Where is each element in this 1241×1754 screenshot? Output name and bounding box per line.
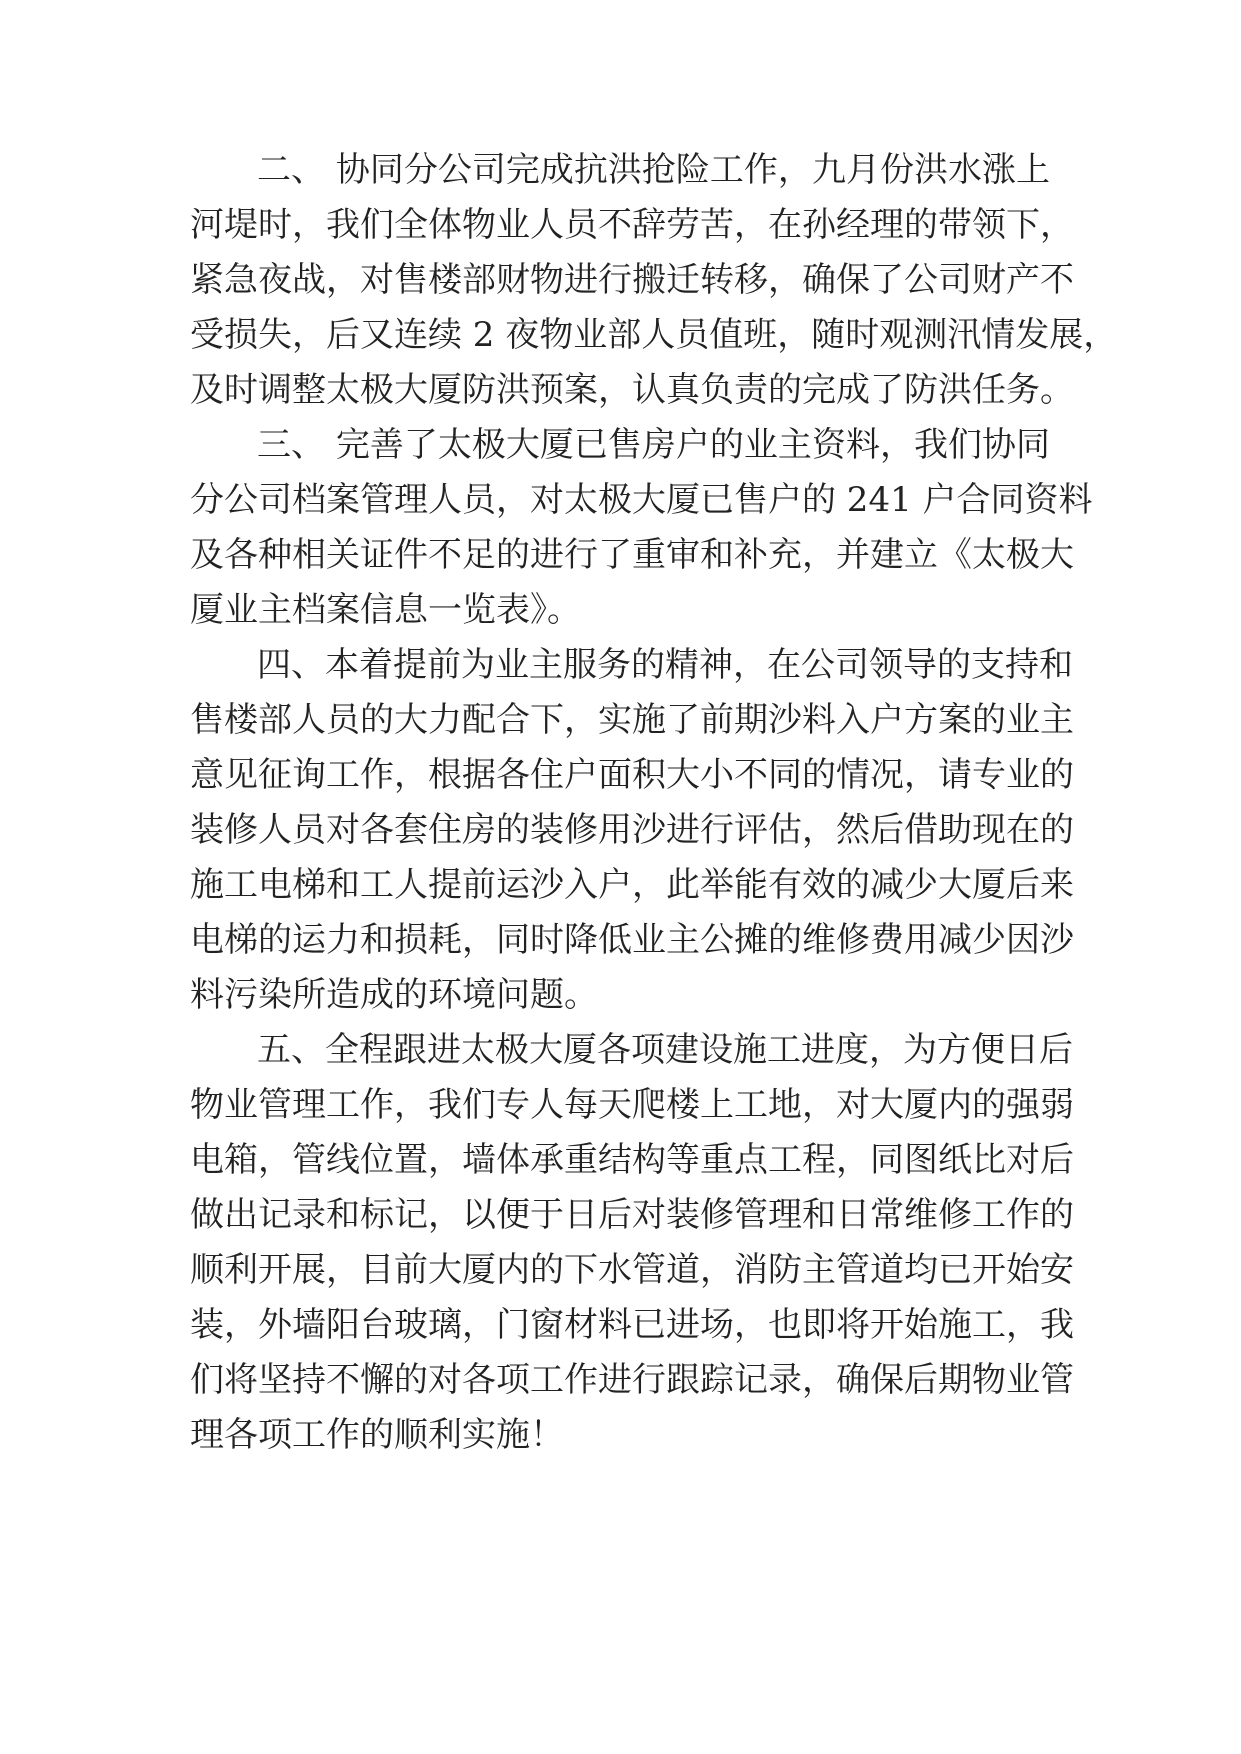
- text-line: 做出记录和标记，以便于日后对装修管理和日常维修工作的: [190, 1195, 1074, 1235]
- text-line: 电箱，管线位置，墙体承重结构等重点工程，同图纸比对后: [190, 1140, 1074, 1180]
- text-line: 电梯的运力和损耗，同时降低业主公摊的维修费用减少因沙: [190, 920, 1074, 960]
- text-line: 厦业主档案信息一览表》。: [190, 590, 581, 630]
- text-line: 三、 完善了太极大厦已售房户的业主资料，我们协同: [257, 425, 1050, 465]
- text-line: 河堤时，我们全体物业人员不辞劳苦，在孙经理的带领下，: [190, 205, 1074, 245]
- text-line: 们将坚持不懈的对各项工作进行跟踪记录，确保后期物业管: [190, 1360, 1074, 1400]
- text-line: 意见征询工作，根据各住户面积大小不同的情况，请专业的: [190, 755, 1074, 795]
- text-line: 及时调整太极大厦防洪预案，认真负责的完成了防洪任务。: [190, 370, 1074, 410]
- text-line: 顺利开展，目前大厦内的下水管道，消防主管道均已开始安: [190, 1250, 1074, 1290]
- text-line: 施工电梯和工人提前运沙入户，此举能有效的减少大厦后来: [190, 865, 1074, 905]
- text-line: 料污染所造成的环境问题。: [190, 975, 598, 1015]
- text-line: 四、本着提前为业主服务的精神，在公司领导的支持和: [257, 645, 1073, 685]
- text-line: 五、全程跟进太极大厦各项建设施工进度，为方便日后: [257, 1030, 1073, 1070]
- text-line: 售楼部人员的大力配合下，实施了前期沙料入户方案的业主: [190, 700, 1074, 740]
- text-line: 紧急夜战，对售楼部财物进行搬迁转移，确保了公司财产不: [190, 260, 1074, 300]
- text-line: 分公司档案管理人员，对太极大厦已售户的 241 户合同资料: [190, 480, 1093, 520]
- text-line: 物业管理工作，我们专人每天爬楼上工地，对大厦内的强弱: [190, 1085, 1074, 1125]
- text-line: 装修人员对各套住房的装修用沙进行评估，然后借助现在的: [190, 810, 1074, 850]
- text-line: 二、 协同分公司完成抗洪抢险工作，九月份洪水涨上: [257, 150, 1050, 190]
- text-line: 装，外墙阳台玻璃，门窗材料已进场，也即将开始施工，我: [190, 1305, 1074, 1345]
- text-line: 及各种相关证件不足的进行了重审和补充，并建立《太极大: [190, 535, 1074, 575]
- text-line: 受损失，后又连续 2 夜物业部人员值班，随时观测汛情发展，: [190, 315, 1118, 355]
- text-line: 理各项工作的顺利实施！: [190, 1415, 564, 1455]
